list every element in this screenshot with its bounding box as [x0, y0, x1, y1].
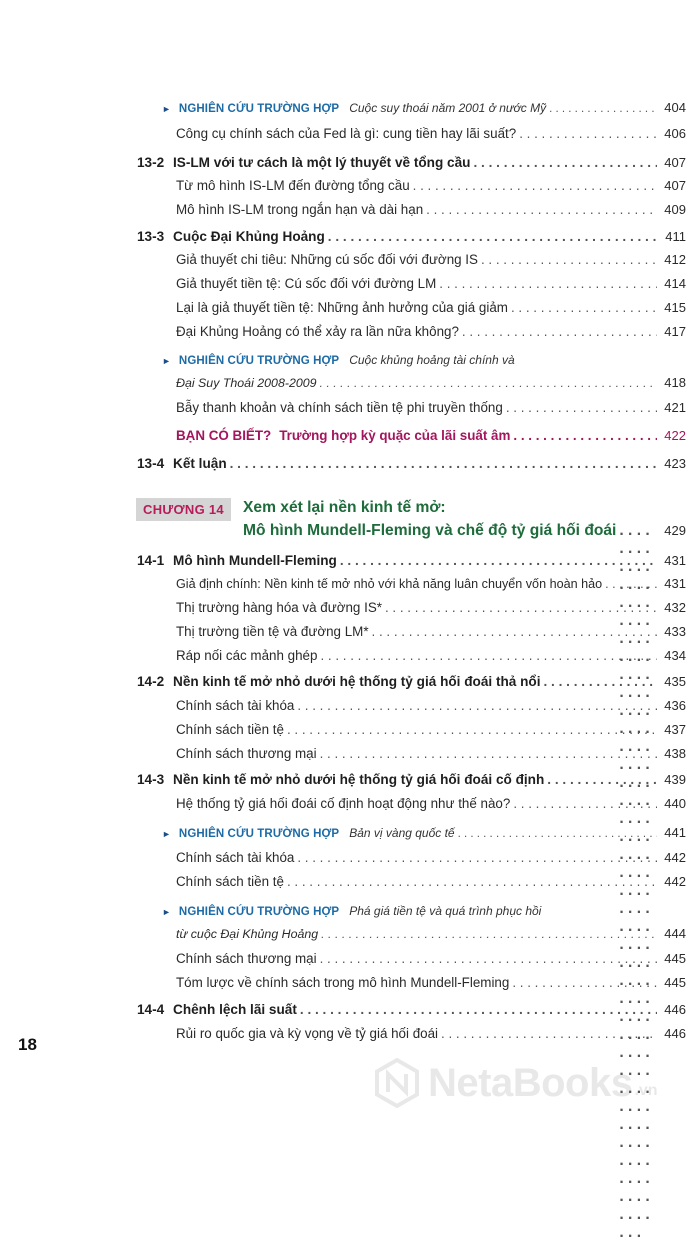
case-study-label: NGHIÊN CỨU TRƯỜNG HỢP — [178, 103, 340, 115]
toc-entry-title: Chính sách tiền tệ — [176, 722, 284, 737]
toc-entry-title: Từ mô hình IS-LM đến đường tổng cầu — [176, 178, 410, 193]
toc-page-number: 442 — [664, 874, 686, 889]
toc-entry-title: Cuộc suy thoái năm 2001 ở nước Mỹ — [349, 101, 547, 115]
toc-entry-title: Ráp nối các mảnh ghép — [176, 648, 318, 663]
dot-leader — [519, 126, 657, 141]
toc-entry-title: Chính sách tiền tệ — [176, 874, 284, 889]
toc-subsection[interactable] — [176, 300, 686, 315]
toc-case-study-continued[interactable] — [176, 375, 686, 390]
toc-section-number: 13-2 — [137, 155, 165, 170]
arrow-right-icon: ► — [162, 356, 171, 366]
toc-subsection[interactable] — [176, 252, 686, 267]
toc-page-number: 434 — [664, 648, 686, 663]
toc-entry-title: Nền kinh tế mở nhỏ dưới hệ thống tỷ giá hối đoái thả nổi — [173, 674, 541, 689]
toc-page-number: 407 — [664, 155, 686, 170]
toc-page-number: 421 — [664, 400, 686, 415]
toc-subsection[interactable] — [176, 951, 686, 966]
toc-case-study[interactable] — [162, 100, 686, 115]
case-study-label: NGHIÊN CỨU TRƯỜNG HỢP — [178, 906, 340, 918]
dot-leader — [230, 456, 657, 471]
did-you-know-label: BẠN CÓ BIẾT? — [176, 428, 272, 443]
toc-page-number: 446 — [664, 1026, 686, 1041]
toc-page-number: 429 — [664, 523, 686, 538]
toc-page-number: 438 — [664, 746, 686, 761]
case-study-label: NGHIÊN CỨU TRƯỜNG HỢP — [178, 355, 340, 367]
toc-page-number: 409 — [664, 202, 686, 217]
toc-section-number: 14-2 — [137, 674, 165, 689]
toc-subsection[interactable] — [176, 698, 686, 713]
toc-page-number: 439 — [664, 772, 686, 787]
toc-entry-title: Chênh lệch lãi suất — [173, 1002, 297, 1017]
toc-section-number: 14-4 — [137, 1002, 165, 1017]
toc-subsection[interactable] — [176, 975, 686, 990]
toc-entry-title: Công cụ chính sách của Fed là gì: cung tiền hay lãi suất? — [176, 126, 517, 141]
arrow-right-icon: ► — [162, 104, 171, 114]
toc-entry-title: Giả thuyết tiền tệ: Cú sốc đối với đường LM — [176, 276, 437, 291]
toc-entry-title: Chính sách tài khóa — [176, 698, 295, 713]
toc-case-study[interactable] — [162, 825, 686, 840]
toc-section-number: 13-3 — [137, 229, 165, 244]
toc-did-you-know[interactable] — [176, 428, 686, 443]
toc-page-number: 411 — [665, 229, 686, 244]
toc-page-number: 441 — [664, 825, 686, 840]
dot-leader — [473, 155, 657, 170]
toc-page-number: 435 — [664, 674, 686, 689]
toc-entry-title: Lại là giả thuyết tiền tệ: Những ảnh hưởng của giá giảm — [176, 300, 508, 315]
chapter-badge: CHƯƠNG 14 — [136, 498, 231, 521]
page-number: 18 — [18, 1035, 37, 1054]
case-study-label: NGHIÊN CỨU TRƯỜNG HỢP — [178, 828, 340, 840]
dot-leader — [426, 202, 657, 217]
dot-leader — [513, 796, 657, 811]
toc-subsection[interactable] — [176, 796, 686, 811]
toc-case-study-continued[interactable] — [176, 926, 686, 941]
toc-subsection[interactable] — [176, 874, 686, 889]
chapter-title-line1[interactable]: Xem xét lại nền kinh tế mở: — [243, 499, 446, 516]
dot-leader — [458, 828, 657, 840]
toc-page-number: 407 — [664, 178, 686, 193]
toc-page-number: 444 — [664, 926, 686, 941]
dot-leader — [462, 324, 657, 339]
dot-leader — [439, 276, 657, 291]
toc-entry-title: Chính sách thương mại — [176, 746, 317, 761]
toc-entry-title: Mô hình Mundell-Fleming — [173, 553, 337, 568]
toc-entry-title: Tóm lược về chính sách trong mô hình Mundell-Fleming — [176, 975, 510, 990]
toc-section-number: 14-1 — [137, 553, 165, 568]
toc-page-number: 412 — [664, 252, 686, 267]
toc-entry-title: Thị trường hàng hóa và đường IS* — [176, 600, 382, 615]
toc-entry-title: Phá giá tiền tệ và quá trình phục hồi — [349, 904, 542, 918]
arrow-right-icon: ► — [162, 829, 171, 839]
dot-leader — [320, 951, 657, 966]
toc-entry-title: Bẫy thanh khoản và chính sách tiền tệ phi truyền thống — [176, 400, 503, 415]
watermark-logo — [372, 1058, 658, 1108]
toc-page-number: 417 — [664, 324, 686, 339]
toc-section-number: 13-4 — [137, 456, 165, 471]
toc-subsection[interactable] — [176, 202, 686, 217]
toc-section[interactable] — [137, 229, 686, 244]
toc-subsection[interactable] — [176, 276, 686, 291]
toc-entry-title: Bản vị vàng quốc tế — [349, 826, 455, 840]
toc-entry-title: Trường hợp kỳ quặc của lãi suất âm — [279, 428, 511, 443]
toc-subsection[interactable] — [176, 850, 686, 865]
toc-page-number: 431 — [664, 576, 686, 591]
toc-page-number: 440 — [664, 796, 686, 811]
toc-entry-title: Đại Suy Thoái 2008-2009 — [176, 376, 317, 390]
toc-case-study[interactable] — [162, 904, 686, 918]
toc-entry-title: Giả thuyết chi tiêu: Những cú sốc đối với đường IS — [176, 252, 478, 267]
dot-leader — [506, 400, 657, 415]
dot-leader — [328, 229, 657, 244]
toc-entry-title: Giả định chính: Nền kinh tế mở nhỏ với khả năng luân chuyển vốn hoàn hảo — [176, 577, 603, 591]
toc-entry-title: Rủi ro quốc gia và kỳ vọng về tỷ giá hối đoái — [176, 1026, 439, 1041]
toc-entry-title: Hệ thống tỷ giá hối đoái cố định hoạt động như thế nào? — [176, 796, 511, 811]
dot-leader — [300, 1002, 657, 1017]
toc-page-number: 445 — [664, 975, 686, 990]
dot-leader — [320, 648, 657, 663]
toc-page-number: 422 — [664, 428, 686, 443]
toc-entry-title: IS-LM với tư cách là một lý thuyết về tổng cầu — [173, 155, 471, 170]
toc-entry-title: Chính sách tài khóa — [176, 850, 295, 865]
toc-section[interactable] — [137, 772, 686, 787]
dot-leader — [512, 975, 657, 990]
toc-entry-title: từ cuộc Đại Khủng Hoảng — [176, 927, 319, 941]
toc-subsection[interactable] — [176, 1026, 686, 1041]
toc-subsection[interactable] — [176, 746, 686, 761]
toc-subsection[interactable] — [176, 722, 686, 737]
watermark-suffix: .vn — [634, 1082, 658, 1099]
toc-section[interactable] — [137, 553, 686, 568]
toc-entry-title: Cuộc khủng hoảng tài chính và — [349, 353, 515, 367]
dot-leader — [297, 698, 657, 713]
toc-subsection[interactable] — [176, 178, 686, 193]
dot-leader — [413, 178, 657, 193]
toc-subsection[interactable] — [176, 576, 686, 591]
dot-leader — [287, 874, 657, 889]
toc-page-number: 446 — [664, 1002, 686, 1017]
toc-page-number: 437 — [664, 722, 686, 737]
toc-subsection[interactable] — [176, 400, 686, 415]
arrow-right-icon: ► — [162, 907, 171, 917]
toc-page-number: 445 — [664, 951, 686, 966]
toc-entry-title: Cuộc Đại Khủng Hoảng — [173, 229, 325, 244]
dot-leader — [481, 252, 657, 267]
toc-entry-title: Mô hình IS-LM trong ngắn hạn và dài hạn — [176, 202, 424, 217]
dot-leader — [513, 428, 657, 443]
toc-page-number: 423 — [664, 456, 686, 471]
dot-leader — [320, 376, 657, 390]
toc-subsection[interactable] — [176, 624, 686, 639]
toc-entry-title: Kết luận — [173, 456, 227, 471]
toc-page-number: 436 — [664, 698, 686, 713]
toc-page-number: 414 — [664, 276, 686, 291]
dot-leader — [297, 850, 657, 865]
toc-section-number: 14-3 — [137, 772, 165, 787]
toc-subsection[interactable] — [176, 324, 686, 339]
toc-section[interactable] — [137, 456, 686, 471]
toc-page-number: 406 — [664, 126, 686, 141]
toc-page-number: 433 — [664, 624, 686, 639]
toc-page-number: 404 — [664, 100, 686, 115]
toc-page-number: 431 — [664, 553, 686, 568]
toc-subsection[interactable] — [176, 600, 686, 615]
netabooks-logo-icon — [372, 1058, 422, 1108]
dot-leader — [372, 624, 657, 639]
toc-entry-title: Thị trường tiền tệ và đường LM* — [176, 624, 369, 639]
dot-leader — [544, 674, 658, 689]
dot-leader — [321, 927, 657, 941]
dot-leader — [320, 746, 657, 761]
toc-case-study[interactable] — [162, 353, 686, 367]
toc-entry-title: Đại Khủng Hoảng có thể xảy ra lần nữa không? — [176, 324, 459, 339]
toc-page-number: 418 — [664, 375, 686, 390]
toc-subsection[interactable] — [176, 126, 686, 141]
toc-subsection[interactable] — [176, 648, 686, 663]
dot-leader — [549, 103, 657, 115]
dot-leader — [441, 1026, 657, 1041]
toc-page-number: 415 — [664, 300, 686, 315]
dot-leader — [385, 600, 657, 615]
toc-section[interactable] — [137, 1002, 686, 1017]
watermark-brand: NetaBooks — [428, 1060, 633, 1105]
toc-page-number: 432 — [664, 600, 686, 615]
chapter-title-text: Mô hình Mundell-Fleming và chế độ tỷ giá hối đoái — [243, 522, 617, 539]
toc-entry-title: Nền kinh tế mở nhỏ dưới hệ thống tỷ giá hối đoái cố định — [173, 772, 545, 787]
toc-section[interactable] — [137, 155, 686, 170]
dot-leader — [340, 553, 657, 568]
dot-leader — [511, 300, 657, 315]
toc-entry-title: Chính sách thương mại — [176, 951, 317, 966]
toc-page-number: 442 — [664, 850, 686, 865]
toc-section[interactable] — [137, 674, 686, 689]
dot-leader — [547, 772, 657, 787]
dot-leader — [605, 577, 657, 591]
dot-leader — [287, 722, 657, 737]
